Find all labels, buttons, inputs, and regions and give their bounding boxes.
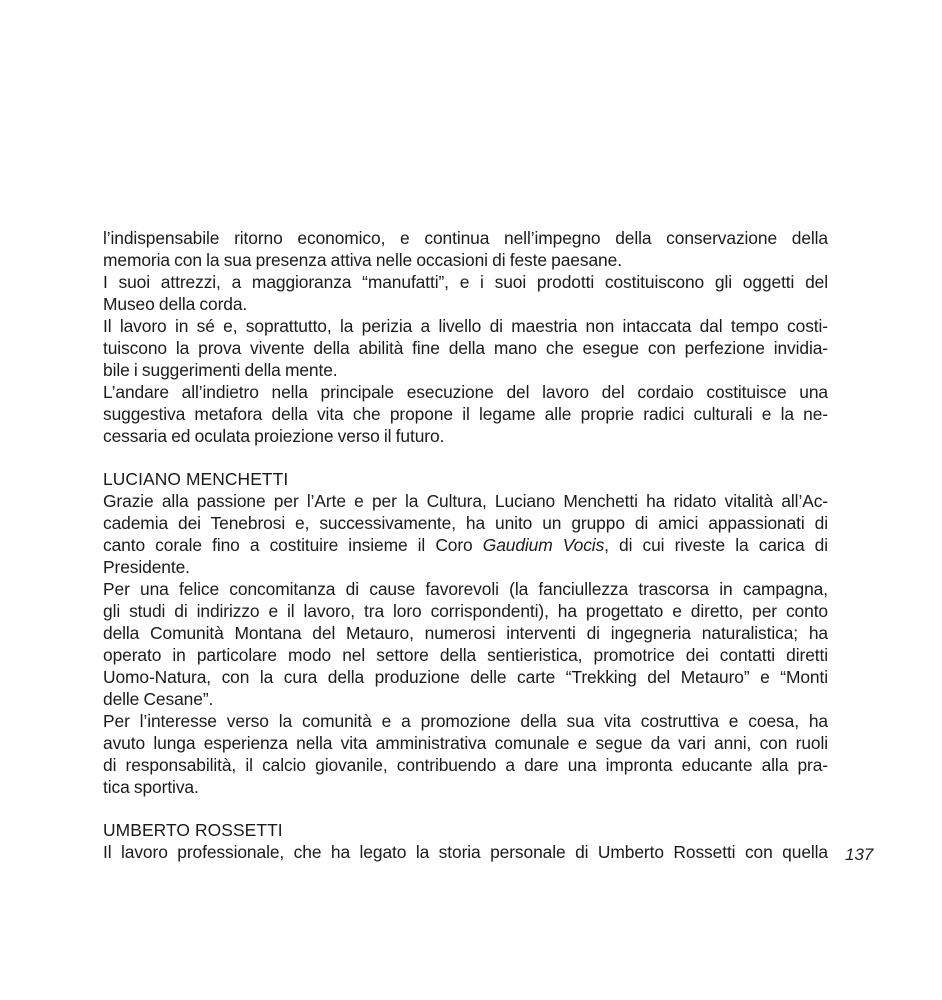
- text-line: Il lavoro professionale, che ha legato la storia personale di Umberto Rossetti con quella: [103, 842, 828, 862]
- paragraph: [103, 271, 828, 315]
- paragraph: [103, 710, 828, 798]
- paragraph: [103, 227, 828, 271]
- text-line: L’andare all’indietro nella principale esecuzione del lavoro del cordaio costituisce una: [103, 382, 828, 402]
- text-line: Grazie alla passione per l’Arte e per la Cultura, Luciano Menchetti ha ridato vitalità all’Ac-: [103, 491, 828, 511]
- text-line: Il lavoro in sé e, soprattutto, la perizia a livello di maestria non intaccata dal tempo costi-: [103, 316, 828, 336]
- text-line: avuto lunga esperienza nella vita amministrativa comunale e segue da vari anni, con ruoli: [103, 733, 828, 753]
- text-line: [103, 534, 828, 556]
- italic-text: Gaudium Vocis: [482, 535, 605, 555]
- text-line: Uomo-Natura, con la cura della produzione delle carte “Trekking del Metauro” e “Monti: [103, 667, 828, 687]
- text-line: Per una felice concomitanza di cause favorevoli (la fanciullezza trascorsa in campagna,: [103, 579, 828, 599]
- text-line: tica sportiva.: [103, 777, 199, 797]
- text-line: Museo della corda.: [103, 294, 248, 314]
- text-line: memoria con la sua presenza attiva nelle occasioni di feste paesane.: [103, 250, 622, 270]
- text-line: suggestiva metafora della vita che propone il legame alle proprie radici culturali e la ne-: [103, 404, 828, 424]
- text-line: l’indispensabile ritorno economico, e continua nell’impegno della conservazione della: [103, 228, 828, 248]
- paragraph: [103, 381, 828, 447]
- paragraph: [103, 578, 828, 710]
- text-line: di responsabilità, il calcio giovanile, contribuendo a dare una impronta educante alla pra-: [103, 755, 828, 775]
- page-number: 137: [845, 845, 874, 864]
- text-line: delle Cesane”.: [103, 689, 214, 709]
- text-block: [103, 227, 828, 863]
- text-line: tuiscono la prova vivente della abilità fine della mano che esegue con perfezione invidia-: [103, 338, 828, 358]
- text-line: cademia dei Tenebrosi e, successivamente, ha unito un gruppo di amici appassionati di: [103, 513, 828, 533]
- text-line: bile i suggerimenti della mente.: [103, 360, 338, 380]
- paragraph: [103, 315, 828, 381]
- text-segment: canto corale fino a costituire insieme il Coro: [103, 535, 483, 555]
- section-heading: UMBERTO ROSSETTI: [103, 820, 283, 840]
- text-line: cessaria ed oculata proiezione verso il futuro.: [103, 426, 445, 446]
- text-line: gli studi di indirizzo e il lavoro, tra loro corrispondenti), ha progettato e diretto, per conto: [103, 601, 828, 621]
- text-line: della Comunità Montana del Metauro, numerosi interventi di ingegneria naturalistica; ha: [103, 623, 828, 643]
- paragraph: [103, 490, 828, 578]
- text-line: I suoi attrezzi, a maggioranza “manufatti”, e i suoi prodotti costituiscono gli oggetti del: [103, 272, 828, 292]
- section-heading: LUCIANO MENCHETTI: [103, 469, 289, 489]
- text-segment: , di cui riveste la carica di: [604, 535, 828, 555]
- text-line: Presidente.: [103, 557, 190, 577]
- text-line: Per l’interesse verso la comunità e a promozione della sua vita costruttiva e coesa, ha: [103, 711, 828, 731]
- paragraph: [103, 841, 828, 863]
- text-line: operato in particolare modo nel settore della sentieristica, promotrice dei contatti diretti: [103, 645, 828, 665]
